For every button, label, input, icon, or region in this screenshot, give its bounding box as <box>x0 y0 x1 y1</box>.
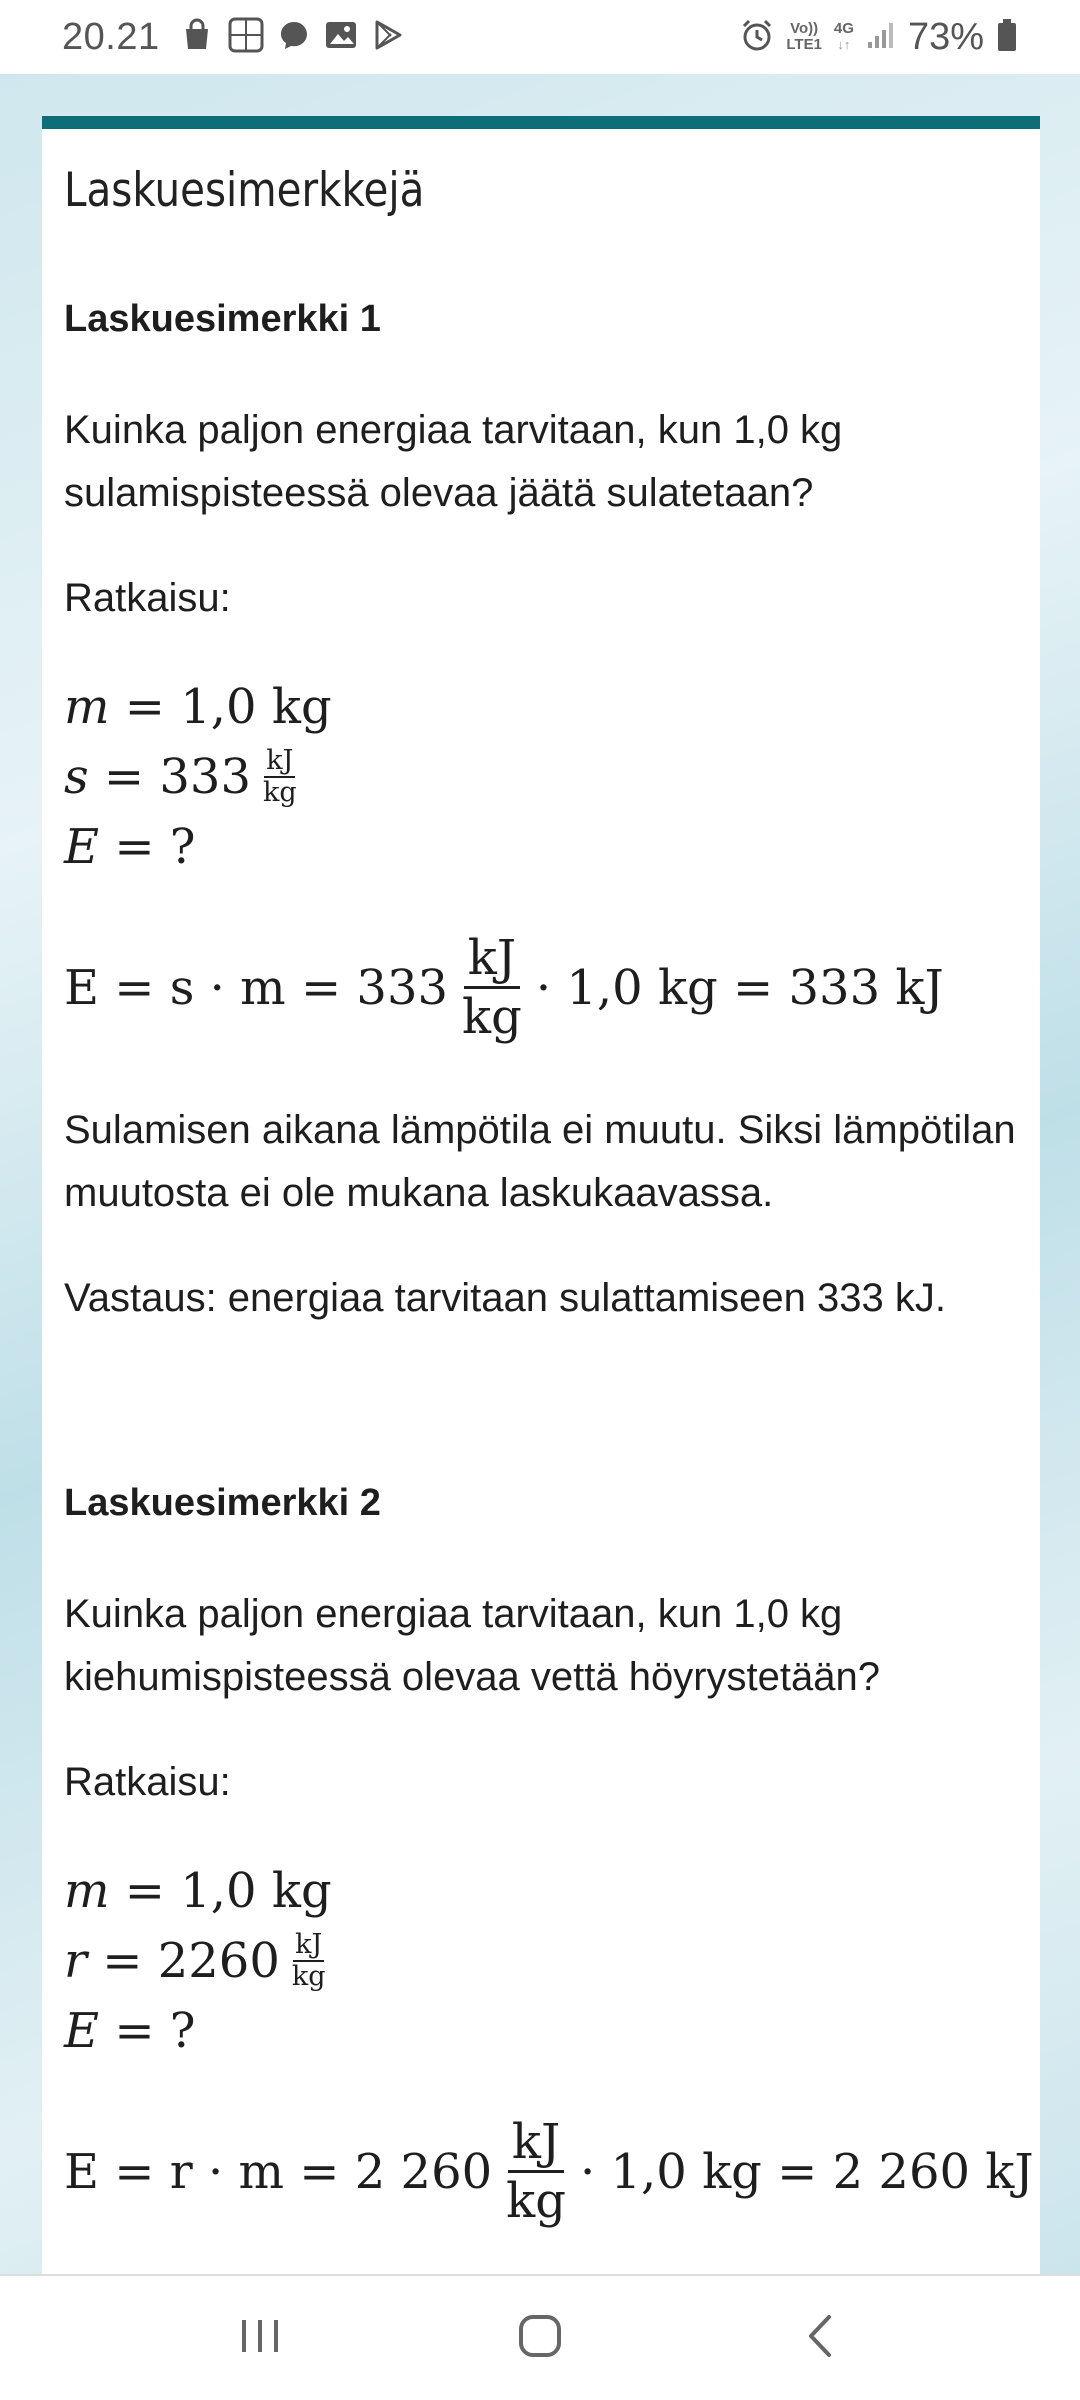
example-1-heading: Laskuesimerkki 1 <box>64 298 381 340</box>
given-energy <box>64 812 1018 882</box>
example-2-heading: Laskuesimerkki 2 <box>64 1482 381 1524</box>
back-icon <box>805 2313 835 2364</box>
home-icon <box>516 2312 564 2365</box>
given-mass <box>64 672 1018 742</box>
gallery-icon <box>324 18 358 57</box>
unit-fraction <box>263 746 297 808</box>
mass-value: = 1,0 kg <box>124 1863 332 1919</box>
melting-heat-variable: s <box>64 749 89 805</box>
unit-numerator: kJ <box>266 745 294 776</box>
example-2-question: Kuinka paljon energiaa tarvitaan, kun 1,0 kg kiehumispisteessä olevaa vettä höyrystetään? <box>64 1592 881 1699</box>
back-button[interactable] <box>765 2298 875 2378</box>
equation-unit-numerator: kJ <box>508 2114 564 2173</box>
example-2 <box>64 1482 1034 2229</box>
example-2-equation <box>64 2114 1034 2229</box>
example-2-solution-label: Ratkaisu: <box>64 1760 231 1804</box>
melting-heat-value: = 333 <box>103 749 251 805</box>
notification-icons <box>180 17 404 58</box>
energy-variable: E <box>64 819 100 875</box>
equation-unit-numerator: kJ <box>464 930 520 989</box>
unit-numerator: kJ <box>295 1929 323 1960</box>
equation-unit-fraction <box>462 930 522 1045</box>
battery-icon <box>996 18 1018 57</box>
example-1-note: Sulamisen aikana lämpötila ei muutu. Siksi lämpötilan muutosta ei ole mukana laskukaavassa. <box>64 1108 1016 1215</box>
example-1-given-values <box>64 672 1018 882</box>
example-1 <box>64 298 1018 1330</box>
energy-value: = ? <box>114 819 196 875</box>
equation-unit-denominator: kg <box>462 989 522 1045</box>
unit-denominator: kg <box>263 777 297 808</box>
home-button[interactable] <box>485 2298 595 2378</box>
alarm-icon <box>740 18 774 57</box>
example-1-solution-label: Ratkaisu: <box>64 576 231 620</box>
example-1-question: Kuinka paljon energiaa tarvitaan, kun 1,0 kg sulamispisteessä olevaa jäätä sulatetaan? <box>64 408 843 515</box>
equation-lhs: E = r · m = 2 260 <box>64 2143 493 2200</box>
status-time: 20.21 <box>62 15 160 58</box>
network-type-label: 4G <box>833 20 854 37</box>
mass-variable: m <box>64 1863 110 1919</box>
energy-value: = ? <box>114 2003 196 2059</box>
vaporization-heat-variable: r <box>64 1933 87 1989</box>
recent-apps-icon <box>238 2316 282 2361</box>
messenger-icon <box>278 19 310 56</box>
given-energy <box>64 1996 1018 2066</box>
mass-variable: m <box>64 679 110 735</box>
system-status-icons <box>740 16 1018 59</box>
equation-unit-denominator: kg <box>506 2173 566 2229</box>
given-specific-heat <box>64 742 1018 812</box>
shopping-bag-icon <box>180 18 214 57</box>
example-1-equation <box>64 930 1018 1045</box>
energy-variable: E <box>64 2003 100 2059</box>
network-type-indicator: 4G ↓↑ <box>833 20 854 52</box>
vaporization-heat-value: = 2260 <box>102 1933 280 1989</box>
example-2-given-values <box>64 1856 1018 2066</box>
volte-label-top: Vo)) <box>790 20 819 37</box>
example-1-answer: Vastaus: energiaa tarvitaan sulattamiseen 333 kJ. <box>64 1276 946 1320</box>
unit-denominator: kg <box>291 1961 326 1992</box>
recent-apps-button[interactable] <box>205 2298 315 2378</box>
play-store-icon <box>372 19 404 56</box>
content-card[interactable] <box>42 116 1040 2276</box>
volte-indicator <box>786 21 822 53</box>
equation-rhs: · 1,0 kg = 333 kJ <box>535 959 944 1016</box>
page-title: Laskuesimerkkejä <box>64 163 425 218</box>
equation-rhs: · 1,0 kg = 2 260 kJ <box>579 2143 1034 2200</box>
given-mass <box>64 1856 1018 1926</box>
battery-percent: 73% <box>907 15 984 58</box>
navigation-bar <box>0 2274 1080 2400</box>
equation-unit-fraction <box>506 2114 566 2229</box>
sudoku-app-icon <box>228 17 264 58</box>
given-vaporization-heat <box>64 1926 1018 1996</box>
section-spacer <box>64 1372 1018 1482</box>
unit-fraction <box>292 1930 326 1992</box>
signal-icon <box>866 20 896 55</box>
status-bar <box>0 0 1080 74</box>
mass-value: = 1,0 kg <box>124 679 332 735</box>
equation-lhs: E = s · m = 333 <box>64 959 449 1016</box>
volte-label-bottom: LTE1 <box>786 36 822 53</box>
